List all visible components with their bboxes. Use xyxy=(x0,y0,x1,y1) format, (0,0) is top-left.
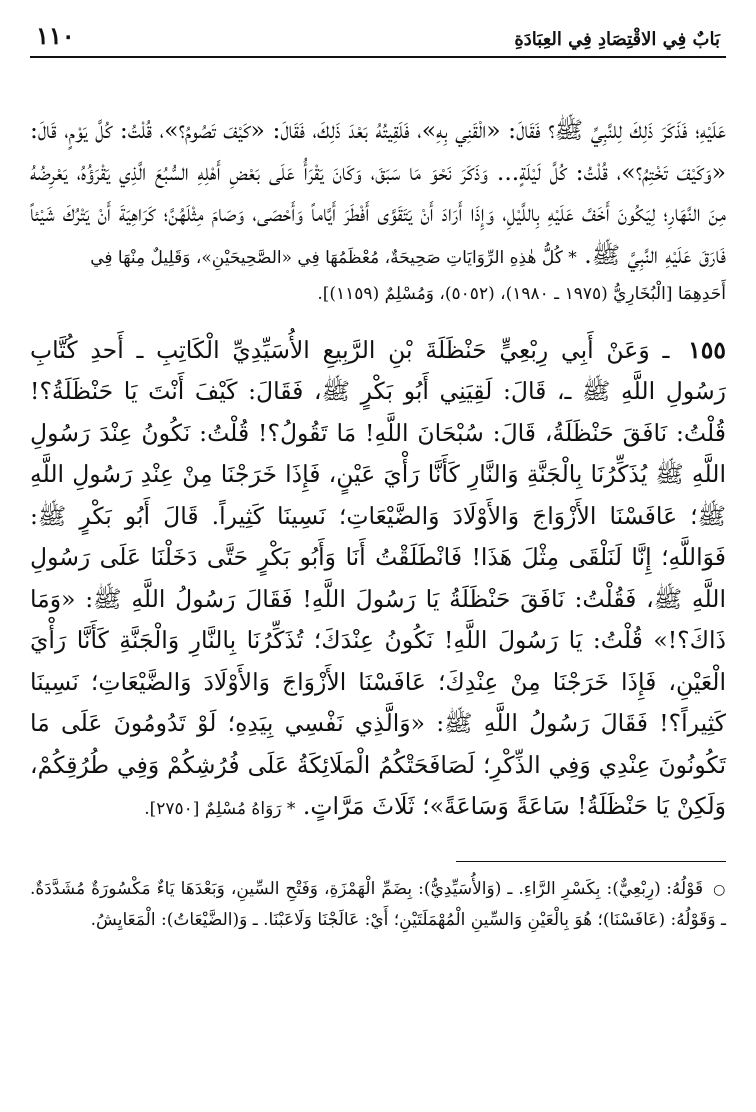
hadith-source: أَحَدِهِمَا [الْبُخَارِيُّ (١٩٧٥ ـ ١٩٨٠)، (٥٠٥٢)، وَمُسْلِمٌ (١١٥٩)]. xyxy=(317,283,726,304)
previous-hadith-continuation xyxy=(30,110,726,310)
footnote-mark: ○ xyxy=(713,881,727,898)
footnote-text: قَوْلُهُ: (رِبْعِيٌّ): بِكَسْرِ الرَّاءِ. ـ (وَالأُسَيِّدِيُّ): بِضَمِّ الْهَمْزَةِ، وَفَتْحِ السِّينِ، وَبَعْدَهَا يَاءٌ مَكْسُورَةٌ مُشَدَّدَةٌ. ـ وَقَوْلُهُ: (عَافَسْنَا)؛ هُوَ بِالْعَيْنِ وَالسِّينِ الْمُهْمَلَتَيْنِ؛ أَيْ: عَالَجْنَا وَلَاعَبْنَا. ـ وَ(الضَّيْعَاتُ): الْمَعَايِشُ. xyxy=(30,878,726,930)
running-title: بَابٌ فِي الاقْتِصَادِ فِي العِبَادَةِ xyxy=(514,29,720,50)
hadith-text: عَلَيْهِ؛ فَذَكَرَ ذَلِكَ لِلنَّبِيِّ ﷺ؟ فَقَالَ: «الْقَنِي بِهِ»، فَلَقِيتُهُ بَعْدَ ذَلِكَ، فَقَالَ: «كَيْفَ تَصُومُ؟»، قُلْتُ: كُلَّ يَوْمٍ، قَالَ: «وَكَيْفَ تَخْتِمُ؟»، قُلْتُ: كُلَّ لَيْلَةٍ... وَذَكَرَ نَحْوَ مَا سَبَقَ، وَكَانَ يَقْرَأُ عَلَى بَعْضِ أَهْلِهِ السُّبُعَ الَّذِي يَقْرَؤُهُ، يَعْرِضُهُ مِنَ النَّهَارِ؛ لِيَكُونَ أَخَفَّ عَلَيْهِ بِاللَّيْلِ، وَإِذَا أَرَادَ أَنْ يَتَقَوَّى أَفْطَرَ أَيَّاماً وَأَحْصَى، وَصَامَ مِثْلَهُنَّ؛ كَرَاهِيَةَ أَنْ يَتْرُكَ شَيْئاً فَارَقَ عَلَيْهِ النَّبِيَّ ﷺ. xyxy=(30,116,726,269)
grading-note: * كُلُّ هٰذِهِ الرِّوَايَاتِ صَحِيحَةٌ، مُعْظَمُهَا فِي «الصَّحِيحَيْنِ»، وَقَلِيلٌ مِنْهَا فِي xyxy=(90,247,577,268)
footnote-divider xyxy=(456,861,726,862)
page-number: ١١٠ xyxy=(36,21,75,50)
running-header xyxy=(30,22,726,58)
hadith-155 xyxy=(30,330,726,831)
hadith-source: * رَوَاهُ مُسْلِمٌ [٢٧٥٠]. xyxy=(144,799,296,819)
hadith-number: ١٥٥ xyxy=(688,335,726,364)
footnote xyxy=(30,874,726,935)
hadith-text: ـ وَعَنْ أَبِي رِبْعِيٍّ حَنْظَلَةَ بْنِ الرَّبِيعِ الأُسَيِّدِيِّ الْكَاتِبِ ـ أَحدِ كُتَّابِ رَسُولِ اللَّهِ ﷺ ـ، قَالَ: لَقِيَنِي أَبُو بَكْرٍ ﷺ، فَقَالَ: كَيْفَ أَنْتَ يَا حَنْظَلَةُ؟! قُلْتُ: نَافَقَ حَنْظَلَةُ، قَالَ: سُبْحَانَ اللَّهِ! مَا تَقُولُ؟! قُلْتُ: نَكُونُ عِنْدَ رَسُولِ اللَّهِ ﷺ يُذَكِّرُنَا بِالْجَنَّةِ وَالنَّارِ كَأَنَّا رَأْيَ عَيْنٍ، فَإِذَا خَرَجْنَا مِنْ عِنْدِ رَسُولِ اللَّهِ ﷺ؛ عَافَسْنَا الأَزْوَاجَ وَالأَوْلَادَ وَالضَّيْعَاتِ؛ نَسِينَا كَثِيراً. قَالَ أَبُو بَكْرٍ ﷺ: فَوَاللَّهِ؛ إِنَّا لَنَلْقَى مِثْلَ هَذَا! فَانْطَلَقْتُ أَنَا وَأَبُو بَكْرٍ حَتَّى دَخَلْنَا عَلَى رَسُولِ اللَّهِ ﷺ، فَقُلْتُ: نَافَقَ حَنْظَلَةُ يَا رَسُولَ اللَّهِ! فَقَالَ رَسُولُ اللَّهِ ﷺ: «وَمَا ذَاكَ؟!» قُلْتُ: يَا رَسُولَ اللَّهِ! نَكُونُ عِنْدَكَ؛ تُذَكِّرُنَا بِالنَّارِ وَالْجَنَّةِ كَأَنَّا رَأْيَ الْعَيْنِ، فَإِذَا خَرَجْنَا مِنْ عِنْدِكَ؛ عَافَسْنَا الأَزْوَاجَ وَالأَوْلَادَ وَالضَّيْعَاتِ؛ نَسِينَا كَثِيراً؟! فَقَالَ رَسُولُ اللَّهِ ﷺ: «وَالَّذِي نَفْسِي بِيَدِهِ؛ لَوْ تَدُومُونَ عَلَى مَا تَكُونُونَ عِنْدِي وَفِي الذِّكْرِ؛ لَصَافَحَتْكُمُ الْمَلَائِكَةُ عَلَى فُرُشِكُمْ وَفِي طُرُقِكُمْ، وَلَكِنْ يَا حَنْظَلَةُ! سَاعَةً وَسَاعَةً»؛ ثَلَاثَ مَرَّاتٍ. xyxy=(30,335,727,820)
book-page xyxy=(30,22,726,1092)
hadith-paragraph xyxy=(30,330,726,831)
hadith-text-continued xyxy=(30,110,726,278)
